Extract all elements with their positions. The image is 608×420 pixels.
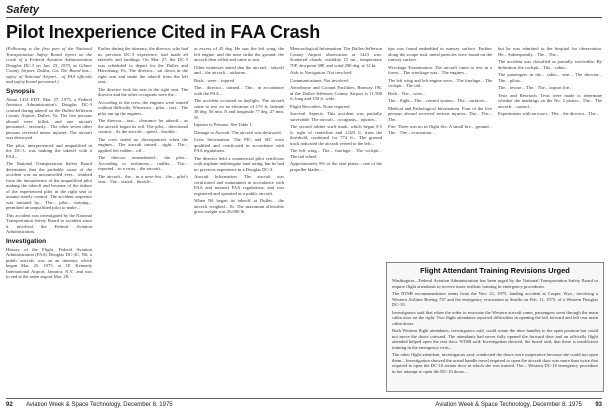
- article-column-6: [498, 46, 602, 260]
- paragraph: Both... were... injured.: [194, 77, 236, 83]
- subhead-synopsis: Synopsis: [6, 87, 35, 95]
- paragraph: Aids to Navigation. Not involved.: [290, 70, 353, 75]
- paragraph: When N6 began its takeoff at Dulles... the aircraft weighed... lb. The maximum allowable gross weight was 26,000 lb.: [194, 198, 284, 214]
- paragraph: The accident occurred in daylight. The aircraft came to rest on an elevation of 170 ft; latitude 38 deg. 56 min. N and longitude 77 deg. 27 min. W.: [194, 98, 284, 120]
- paragraph: The passengers in the... cabin... seat... The director... The... pilots...: [498, 72, 602, 83]
- paragraph: Crew Information. The PIC and SIC were qualified and certificated in accordance with FAA regulations.: [194, 137, 284, 153]
- paragraph: Medical and Pathological Information. Four of the five persons aboard received serious injuries. The... The... The...: [388, 105, 492, 122]
- paragraph: Other witnesses stated that the aircraft... takeoff and... the aircraft... airborne...: [194, 64, 284, 75]
- paragraph: Approximately 9% of the skin plates... one of the propeller blades...: [290, 161, 382, 172]
- paragraph: but he was admitted to the hospital for observation. He... Subsequently... The... The...: [498, 46, 602, 57]
- sidebar-paragraph: The other flight attendant, investigators said, conducted the doors were inoperative because she could not open them... Investigation showed the actual handle travel required to open the aircraft door was more than twice that required to open the DC-10 trainer door in which she was trained. The... Western DC-10 emergency procedure in her attempt to open the DC-10 doors...: [392, 352, 598, 374]
- article-headline: Pilot Inexperience Cited in FAA Crash: [6, 22, 321, 42]
- section-tag: Safety: [6, 4, 40, 16]
- paragraph: Wreckage Examination. The aircraft came to rest in a forest... The wreckage was... The engines...: [388, 64, 492, 75]
- paragraph: The aircraft... the... in a nose-low... the... pilot's seat... The... stated... throttle...: [98, 173, 188, 184]
- sidebar-paragraph: Washington—Federal Aviation Administration has been urged by the National Transportation Safety Board to require flight attendants to receive more realistic training in emergency procedures.: [392, 278, 598, 289]
- sidebar-box: [386, 262, 604, 392]
- paragraph: The pilot, inexperienced and unqualified in the DC-3, was making the takeoff with a FAA...: [6, 142, 92, 159]
- article-column-3: [194, 46, 284, 392]
- paragraph: The director remembered... the pilot... According to testimony... rudder... The... reported... to a cross... the aircraft...: [98, 155, 188, 171]
- paragraph: Communications. Not involved.: [290, 77, 349, 83]
- article-column-5: [388, 46, 492, 260]
- paragraph: Experiments with an exact... The... the director... The...: [498, 111, 599, 116]
- paragraph: Damage to Aircraft. The aircraft was destroyed.: [194, 129, 282, 135]
- paragraph: Injuries to Persons. See Table 1.: [194, 122, 253, 127]
- paragraph: Fire. There was no in-flight fire. A small fire... ground... The... The... evacuation...: [388, 124, 492, 135]
- paragraph: The National Transportation Safety Board determines that the probable cause of the accident was an uncontrolled veer... resulted from the inexperience of the unqualified pilot making the takeoff and because of the failure of the experienced pilot in the right seat to assume timely control. The accident sequence was initiated by... The... pilot... training... permitted an unqualified pilot to make...: [6, 161, 92, 210]
- paragraph: The... director... trained... The... in accordance with the FAA...: [194, 85, 284, 96]
- sidebar-paragraph: The NTSB recommendation stems from the Nov. 21, 1975, landing accident at Casper, Wyo., involving a Western Airlines Boeing 737 and the emergency evacuation at Seattle on Feb. 11, 1975, of a Western Douglas DC-10.: [392, 291, 598, 307]
- page-number-right: 93: [595, 402, 602, 408]
- sidebar-body: [387, 276, 603, 378]
- paragraph: The... flight... The... control system... The... surfaces...: [388, 98, 488, 103]
- section-divider: [6, 17, 602, 18]
- paragraph: The director... taxi... clearance for takeoff... as the aircraft began its roll. The pilot... directional control... As the aircraft... speed... throttle...: [98, 118, 188, 134]
- sidebar-paragraph: Both Western flight attendants, investigators said, could rotate the door handles to the open position but could not move the doors outward. The attendants had never fully opened the forward door and an officially flight attended helped open the rear door. NTSB said: Investigation showed, the board said, that there is insufficient training in the emergency exits...: [392, 328, 598, 350]
- paragraph: This accident was investigated by the National Transportation Safety Board to accident since it involved the Federal Aviation Administration.: [6, 212, 92, 234]
- paragraph: tips was found embedded in runway surface. Further along the scrape trail, metal particles were found on the runway surface.: [388, 46, 492, 62]
- subhead-investigation: Investigation: [6, 237, 47, 245]
- paragraph: The second rubber scuff mark, which began 8.5 ft. right of centerline and 1,025 ft. from the threshold, continued for 774 ft... The ground track indicated the aircraft veered to the left...: [290, 124, 382, 146]
- article-column-1: [6, 46, 92, 392]
- sidebar-title: Flight Attendant Training Revisions Urged: [420, 266, 570, 275]
- article-column-2: [98, 46, 188, 392]
- paragraph: Meteorological Information. The Dulles-Jefferson County Airport observation at 1423 was: Scattered clouds, visibility 15 mi., temperature 70F, dewpoint 38F, and wind 290 deg. at 12 kt.: [290, 46, 382, 68]
- paragraph: Aircraft Information. The aircraft was certificated and maintained in accordance with FAA and internal FAA regulations, and was registered and operated as a public aircraft.: [194, 174, 284, 196]
- footer-publication-right: Aviation Week & Space Technology, December 8, 1975: [435, 402, 582, 408]
- paragraph: History of the Flight. Federal Aviation Administration (FAA) Douglas DC-3C, N6, a public aircraft, was on an itinerary which began Mar. 25, 1975, at J.F. Kennedy International Airport, Jamaica, N.Y., and was to end at the same airport Mar. 28.: [6, 246, 92, 279]
- paragraph: The... rescue... The... The... airport fire...: [498, 85, 573, 90]
- paragraph: in excess of 45 deg. He saw the left wing, the left engine, and the nose strike the ground; the aircraft then rolled and came to rest.: [194, 46, 284, 62]
- article-intro: (Following is the first part of the National Transportation Safety Board report on the crash of a Federal Aviation Administration Douglas DC-3 on Jan. 25, 1975, at Gilmer County Airport, Dallas, Ga. The Board has... safety of National Airport... of FAA officials and safety board personnel.): [6, 46, 92, 84]
- paragraph: About 1431 EDT, Mar. 27, 1975, a Federal Aviation Administration's Douglas DC-3 crashed during takeoff on the Dulles-Jefferson County Airport, Dulles, Va. The five persons aboard were killed, and one aircraft personnel... seriously... The other seven other persons received minor injuries. The aircraft was destroyed.: [6, 96, 92, 140]
- paragraph: According to the crew, the engines were started without difficulty. Witnesses... pilot... taxi... The pilot ran up the engines...: [98, 99, 188, 116]
- paragraph: Flight Recorders. None required.: [290, 103, 351, 109]
- paragraph: The accident was classified as partially survivable. By definition, the cockpit... The... cabin...: [498, 59, 602, 70]
- paragraph: Earlier during the itinerary, the director, who had no previous DC-3 experience, had made all takeoffs and landings. On Mar. 27, the DC-3 was scheduled to depart for the Dulles and Harrisburg, Pa. The director... sat down in the right seat and made the takeoff from the left seat...: [98, 46, 188, 84]
- paragraph: The left wing and left engine were... The fuselage... The cockpit... The tail...: [388, 77, 492, 88]
- page-footer: [6, 398, 602, 411]
- paragraph: The director took his seat in the right seat. The director and the other occupants were the...: [98, 86, 188, 97]
- footer-publication-left: Aviation Week & Space Technology, December 8, 1975: [26, 402, 173, 408]
- paragraph: The director held a commercial pilot certificate with airplane multiengine land rating, but he had no previous experience in a Douglas DC-3.: [194, 155, 284, 172]
- paragraph: Survival Aspects. This accident was partially survivable. The aircraft... occupants... injuries...: [290, 111, 382, 122]
- article-column-4: [290, 46, 382, 392]
- sidebar-paragraph: Investigators said that when the order to evacuate the Western aircraft came, passengers went through the main cabin door on the right. Two flight attendants reported difficulties in opening the left forward and left rear main cabin doors.: [392, 309, 598, 326]
- paragraph: The crew noted no discrepancies when the engines... The aircraft turned... right... The... applied left rudder... off...: [98, 136, 188, 153]
- paragraph: Aerodrome and Ground Facilities. Runway 19L at the Dulles-Jefferson County Airport is 11,500 ft. long and 150 ft. wide.: [290, 85, 382, 101]
- paragraph: The left wing... The... fuselage... The cockpit... The tail wheel...: [290, 148, 382, 159]
- page-number-left: 92: [6, 402, 13, 408]
- paragraph: Tests and Research. Tests were made to determine whether the markings on the No. 2 piston... The... The aircraft... control...: [498, 92, 602, 109]
- paragraph: Both... The... were...: [388, 90, 426, 96]
